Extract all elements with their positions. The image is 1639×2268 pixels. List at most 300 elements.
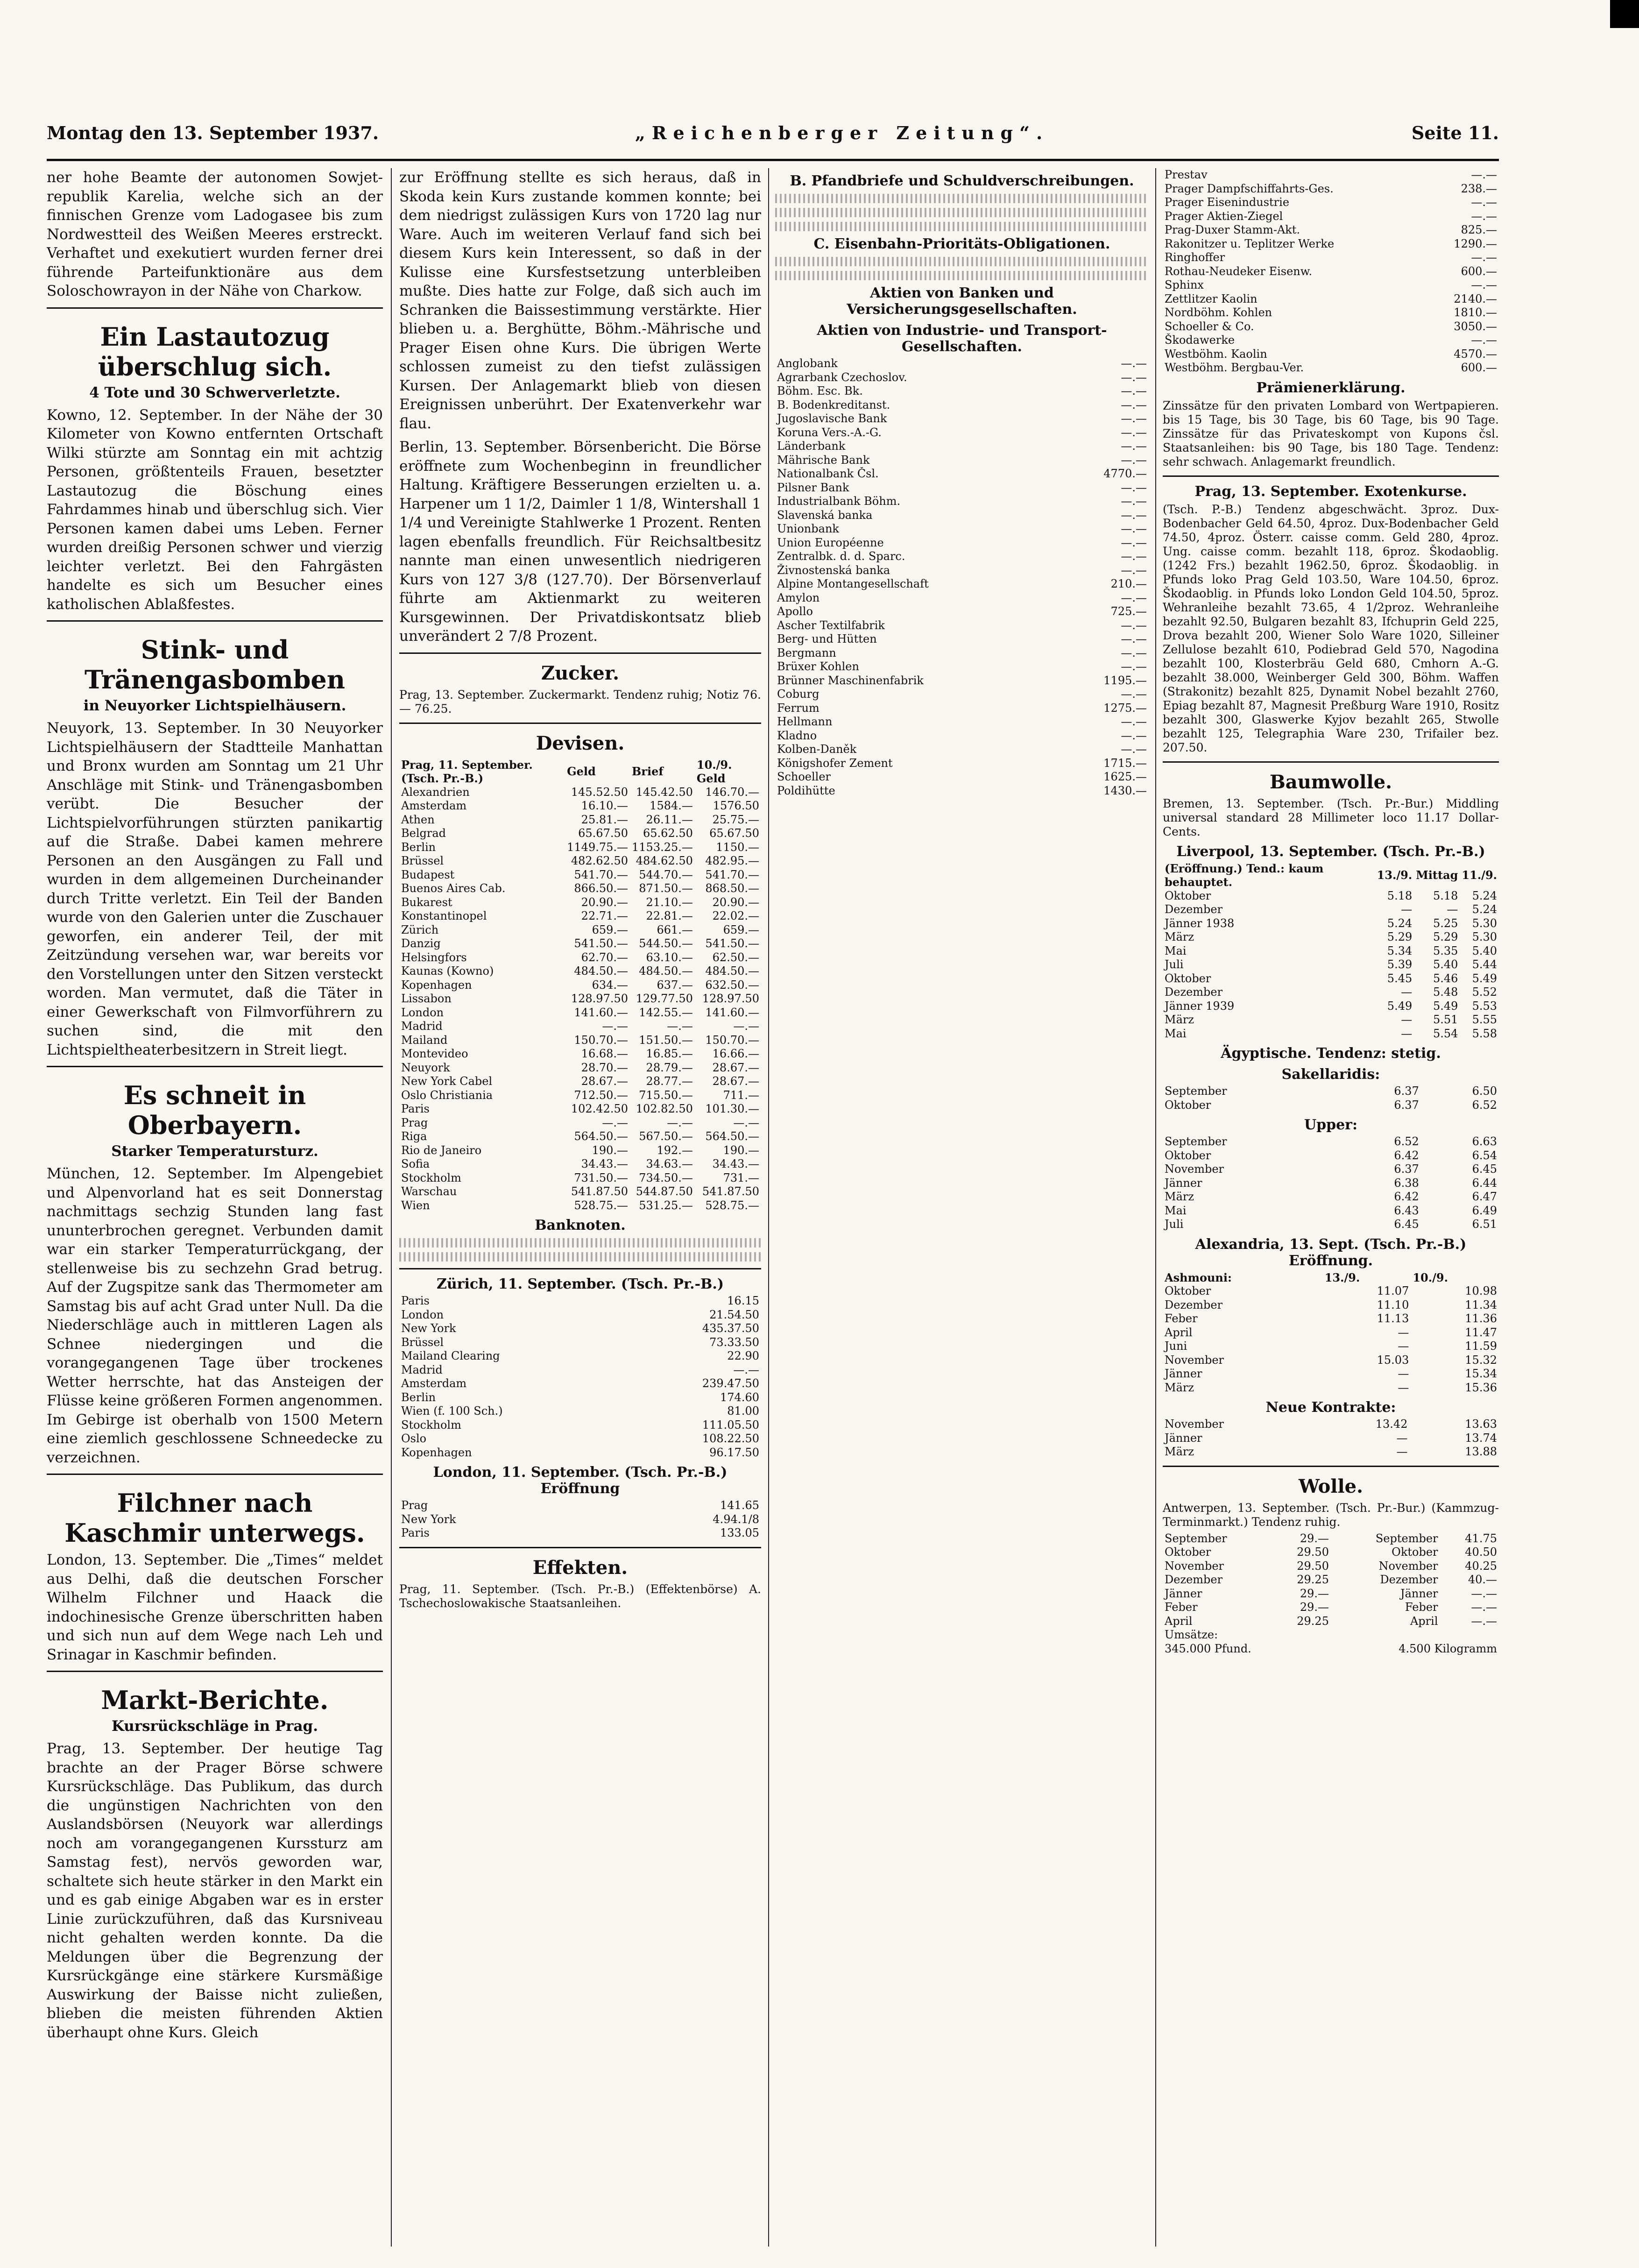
aktien-row [775,467,1149,481]
liverpool-cell: 5.34 [1387,944,1413,957]
aktien-cell: 1430.— [1103,784,1147,797]
neue-cell: — [1396,1431,1408,1445]
column-2 [399,168,761,2247]
devisen-cell: Brüssel [401,854,444,867]
liverpool-cell: März [1165,1013,1194,1026]
aktien-row [1163,361,1499,375]
sakel2-row [1163,1354,1499,1368]
aktien-row [775,702,1149,716]
liverpool-cell: — [1401,985,1413,999]
divider [399,1268,761,1269]
alex-cell: 10.98 [1465,1284,1497,1297]
zuerich-row [399,1446,761,1460]
devisen-header: Brief [632,765,664,779]
aktien-row [1163,265,1499,279]
zuerich-row [399,1418,761,1432]
aktien-cell: 600.— [1461,361,1497,374]
neue-cell: 13.42 [1375,1418,1408,1431]
upper-cell: Juli [1165,1218,1184,1231]
wolle-cell: 29.50 [1297,1559,1329,1573]
upper-cell: 6.44 [1472,1176,1497,1190]
aktien-cell: Mährische Bank [777,453,870,467]
wolle-cell: 29.25 [1297,1614,1329,1628]
aktien-cell: —.— [1121,370,1147,384]
liverpool-cell: 5.49 [1433,999,1458,1013]
devisen-cell: 146.70.— [705,785,759,799]
sakel2-cell: 15.36 [1465,1381,1497,1394]
aktien-cell: Unionbank [777,522,839,535]
liverpool-header: Mittag [1416,868,1458,882]
upper-cell: 6.45 [1472,1162,1497,1176]
neue-cell: 13.74 [1465,1431,1497,1445]
wolle-cell: 40.50 [1465,1545,1497,1559]
header-date: Montag den 13. September 1937. [47,122,379,143]
section-pfandbriefe: B. Pfandbriefe und Schuldverschreibungen. [790,173,1134,189]
upper-row [1163,1218,1499,1232]
devisen-cell: Budapest [401,868,455,881]
aktien-cell: —.— [1121,453,1147,467]
upper-cell: 6.51 [1472,1218,1497,1231]
devisen-cell: 484.62.50 [636,854,693,867]
devisen-cell: 25.75.— [712,813,759,826]
devisen-cell: 731.— [723,1171,759,1184]
devisen-cell: 62.50.— [712,950,759,964]
devisen-cell: 34.43.— [712,1157,759,1170]
aktien-row [775,357,1149,371]
devisen-cell: 567.50.— [639,1130,693,1143]
upper-cell: März [1165,1190,1194,1203]
aktien-cell: Länderbank [777,439,846,453]
sakel2-cell: — [1398,1367,1409,1380]
upper-row [1163,1190,1499,1204]
aktien-row [775,674,1149,688]
column-rule [391,168,392,2247]
aktien-cell: —.— [1121,550,1147,563]
upper-cell: 6.63 [1472,1135,1497,1148]
wolle-cell: 40.25 [1465,1559,1497,1573]
devisen-cell: Bukarest [401,895,452,909]
devisen-cell: 16.10.— [581,799,629,812]
liverpool-cell: — [1447,903,1458,916]
aktien-cell: —.— [1121,632,1147,645]
devisen-row [399,1171,761,1185]
wolle-cell: 29.— [1300,1531,1329,1545]
alex-cell: 11.07 [1377,1284,1409,1297]
neue-cell: März [1165,1445,1194,1458]
aktien-row [1163,223,1499,237]
liverpool-cell: 5.49 [1472,971,1497,985]
aktien-row [775,522,1149,536]
upper-cell: 6.52 [1394,1135,1419,1148]
aktien-cell: —.— [1471,333,1497,347]
bremen-text: Bremen, 13. September. (Tsch. Pr.-Bur.) Middling universal standard 28 Millimeter loco 11.17 Dollar-Cents. [1163,796,1499,838]
liverpool-cell: 5.48 [1433,985,1458,999]
liverpool-header: 13./9. [1377,868,1413,882]
section-wolle: Wolle. [1298,1475,1363,1497]
alex-header: 10./9. [1413,1270,1448,1284]
zuerich-cell: New York [401,1322,456,1335]
devisen-cell: Sofia [401,1157,430,1170]
zuerich-row [399,1349,761,1363]
sakel-cell: 6.37 [1394,1098,1419,1112]
aktien-row [775,619,1149,633]
london-cell: 4.94.1/8 [713,1512,759,1526]
zuerich-cell: 16.15 [727,1294,759,1307]
aktien-cell: Königshofer Zement [777,756,893,770]
zucker-text: Prag, 13. September. Zuckermarkt. Tendenz ruhig; Notiz 76.— 76.25. [399,687,761,716]
aktien-cell: —.— [1121,481,1147,494]
liverpool-cell: 5.30 [1472,930,1497,943]
devisen-row [399,827,761,841]
aktien-cell: —.— [1121,384,1147,397]
umsatz-kilo: 4.500 Kilogramm [1399,1642,1497,1655]
aktien-cell: Kolben-Daněk [777,743,857,756]
alex-row [1163,1312,1499,1326]
upper-cell: November [1165,1162,1224,1176]
alex-header: 13./9. [1324,1270,1360,1284]
liverpool-cell: 5.18 [1433,889,1458,902]
devisen-cell: —.— [733,1116,759,1129]
london-title: London, 11. September. (Tsch. Pr.-B.) Eröffnung [433,1464,728,1497]
column-1 [47,168,383,2247]
aktien-cell: Berg- und Hütten [777,632,877,645]
liverpool-cell: 5.45 [1387,971,1413,985]
divider [399,652,761,654]
aktien-cell: Prag-Duxer Stamm-Akt. [1165,223,1300,236]
antwerp-text: Antwerpen, 13. September. (Tsch. Pr.-Bur.) (Kammzug-Terminmarkt.) Tendenz ruhig. [1163,1501,1499,1529]
devisen-cell: Konstantinopel [401,909,487,922]
wolle-row [1163,1615,1499,1629]
subheadline: Kursrückschläge in Prag. [111,1718,318,1735]
devisen-row [399,1047,761,1061]
alex-cell: 11.13 [1377,1312,1409,1325]
aktien-row [1163,320,1499,334]
headline-filchner: Filchner nach Kaschmir unterwegs. [64,1488,365,1548]
liverpool-cell: Mai [1165,1027,1187,1040]
devisen-cell: 528.75.— [705,1198,759,1212]
upper-row [1163,1149,1499,1163]
sakel-table [1163,1084,1499,1112]
devisen-row [399,854,761,868]
devisen-row [399,882,761,896]
devisen-cell: 192.— [657,1143,693,1157]
liverpool-cell: 5.39 [1387,958,1413,971]
devisen-cell: London [401,1006,444,1019]
aktien-row [775,577,1149,591]
neue-row [1163,1445,1499,1459]
liverpool-row [1163,930,1499,944]
aktien-row [775,564,1149,578]
aktien-row [775,371,1149,385]
wolle-row [1163,1532,1499,1546]
devisen-cell: 28.67.— [581,1075,629,1088]
devisen-cell: 145.42.50 [636,785,693,799]
alex-cell: 11.59 [1465,1340,1497,1353]
liverpool-cell: 5.24 [1472,903,1497,916]
devisen-cell: 541.70.— [705,868,759,881]
liverpool-row [1163,903,1499,917]
devisen-cell: 1576.50 [713,799,759,812]
devisen-cell: Zürich [401,923,439,936]
devisen-row [399,978,761,992]
devisen-cell: 102.82.50 [636,1102,693,1115]
aktien-cell: —.— [1121,660,1147,673]
zuerich-cell: —.— [733,1363,759,1376]
aktien-row [1163,182,1499,196]
alex-cell: 11.10 [1377,1298,1409,1311]
sakel2-cell: 15.32 [1465,1353,1497,1367]
devisen-cell: Riga [401,1130,427,1143]
neue-row [1163,1418,1499,1432]
devisen-cell: Stockholm [401,1171,461,1184]
devisen-cell: 26.11.— [646,813,693,826]
aktien-cell: Sphinx [1165,278,1204,291]
devisen-row [399,786,761,800]
alex-row [1163,1284,1499,1298]
devisen-cell: 715.50.— [639,1088,693,1102]
devisen-cell: 541.87.50 [702,1185,759,1198]
upper-cell: Jänner [1165,1176,1202,1190]
devisen-cell: Madrid [401,1020,443,1033]
headline-gasbomben: Stink- und Tränengasbomben [84,635,345,695]
aktien-cell: Zentralbk. d. d. Sparc. [777,550,905,563]
aktien-cell: —.— [1121,591,1147,604]
aktien-table-continued [1163,168,1499,375]
section-effekten: Effekten. [532,1556,628,1579]
divider [47,1671,383,1672]
devisen-row [399,799,761,813]
section-bankaktien: Aktien von Banken und Versicherungsgesellschaften. [847,285,1077,318]
london-cell: New York [401,1512,456,1526]
upper-cell: Mai [1165,1204,1187,1217]
sakel-cell: 6.37 [1394,1084,1419,1098]
upper-row [1163,1177,1499,1191]
sakel-cell: 6.52 [1472,1098,1497,1112]
article-text: London, 13. September. Die „Times“ meldet aus Delhi, daß die deutschen Forscher Wilhelm Filchner und Haack die indochinesische Grenze überschritten haben und sich nun auf dem Wege nach Leh und Srinagar in Kaschmir befinden. [47,1552,383,1663]
article-continuation: zur Eröffnung stellte es sich heraus, daß in Skoda kein Kurs zustande kommen konnte; bei dem niedrigst zulässigen Kurs von 1720 lag nur Ware. Auch im weiteren Verlauf fand sich bei diesem Kurs kein Interessent, so daß in der Kulisse eine Kursfestsetzung unterbleiben mußte. Dies hatte zur Folge, daß sich auch im Schranken die Baissestimmung verstärkte. Hier blieben u. a. Berghütte, Böhm.-Mährische und Prager Eisen ohne Kurs. Die übrigen Werte schlossen zumeist zu den tiefst zulässigen Kursen. Der Anlagemarkt blieb von diesen Ereignissen unberührt. Der Exatenverkehr war flau. [399,169,761,432]
alex-cell: Feber [1165,1312,1198,1325]
sakel-cell: September [1165,1084,1227,1098]
liverpool-cell: 5.25 [1433,916,1458,930]
devisen-cell: 731.50.— [574,1171,629,1184]
upper-row [1163,1135,1499,1149]
liverpool-row [1163,1013,1499,1027]
devisen-cell: 21.10.— [646,895,693,909]
wolle-cell: Dezember [1380,1573,1438,1586]
divider [47,1474,383,1475]
zuerich-row [399,1308,761,1322]
devisen-row [399,1102,761,1116]
liverpool-cell: Mai [1165,944,1187,957]
sakel-row [1163,1084,1499,1099]
upper-cell: 6.38 [1394,1176,1419,1190]
alex-cell: Oktober [1165,1284,1211,1297]
devisen-cell: 482.95.— [705,854,759,867]
zuerich-cell: 81.00 [727,1404,759,1418]
aktien-cell: Rakonitzer u. Teplitzer Werke [1165,237,1335,250]
devisen-cell: 1150.— [716,840,759,854]
wolle-row [1163,1545,1499,1559]
liverpool-header: (Eröffnung.) Tend.: kaum behauptet. [1165,861,1324,889]
neue-cell: 13.63 [1465,1418,1497,1431]
zuerich-cell: 108.22.50 [702,1432,759,1445]
london-row [399,1513,761,1527]
aktien-row [1163,278,1499,292]
aktien-cell: 4770.— [1103,467,1147,480]
devisen-cell: 190.— [723,1143,759,1157]
liverpool-cell: 5.52 [1472,985,1497,999]
devisen-row [399,909,761,923]
liverpool-cell: 5.29 [1433,930,1458,943]
column-rule [1155,168,1156,2247]
devisen-row [399,1034,761,1048]
devisen-cell: 34.43.— [581,1157,629,1170]
upper-cell: September [1165,1135,1227,1148]
devisen-cell: 1153.25.— [632,840,693,854]
devisen-cell: Warschau [401,1185,457,1198]
aktien-cell: —.— [1121,522,1147,535]
devisen-cell: 541.50.— [705,937,759,950]
subheadline: in Neuyorker Lichtspielhäusern. [83,697,346,714]
zuerich-cell: 22.90 [727,1349,759,1362]
liverpool-cell: Jänner 1938 [1165,916,1235,930]
wolle-cell: Oktober [1165,1545,1211,1559]
liverpool-cell: 5.46 [1433,971,1458,985]
devisen-cell: 28.67.— [712,1075,759,1088]
aktien-row [1163,210,1499,224]
aktien-row [775,550,1149,564]
liverpool-cell: Oktober [1165,971,1211,985]
sakel2-cell: Jänner [1165,1367,1202,1380]
devisen-cell: 484.50.— [639,964,693,978]
devisen-cell: 22.02.— [712,909,759,922]
aegypt-title: Ägyptische. Tendenz: stetig. [1221,1045,1441,1062]
devisen-cell: Kaunas (Kowno) [401,964,494,978]
liverpool-row [1163,985,1499,999]
liverpool-cell: 5.29 [1387,930,1413,943]
aktien-cell: Prager Aktien-Ziegel [1165,209,1283,223]
devisen-header: Geld [567,765,596,779]
devisen-cell: 150.70.— [705,1033,759,1047]
devisen-cell: 528.75.— [574,1198,629,1212]
london-cell: 133.05 [720,1526,759,1539]
divider [399,1547,761,1548]
zuerich-cell: 435.37.50 [702,1322,759,1335]
sakel2-cell: März [1165,1381,1194,1394]
upper-table [1163,1135,1499,1232]
devisen-cell: 544.70.— [639,868,693,881]
aktien-row [1163,196,1499,210]
praemien-text: Zinssätze für den privaten Lombard von Wertpapieren. bis 15 Tage, bis 30 Tage, bis 60 Tage, bis 90 Tage. Zinssätze für das Privateskompt von Kupons čsl. Staatsanleihen: bis 90 Tage, bis 180 Tage. Tendenz: sehr schwach. Anlagemarkt freundlich. [1163,398,1499,468]
sakel2-cell: November [1165,1353,1224,1367]
aktien-cell: 600.— [1461,264,1497,278]
aktien-row [775,454,1149,468]
illegible-table-block [775,194,1149,203]
alex-header: Ashmouni: [1165,1270,1232,1284]
alex-row [1163,1326,1499,1340]
zuerich-cell: Brüssel [401,1335,444,1349]
sakel-row [1163,1099,1499,1113]
zuerich-cell: Wien (f. 100 Sch.) [401,1404,503,1418]
aktien-cell: Pilsner Bank [777,481,849,494]
section-zucker: Zucker. [541,662,620,684]
london-cell: Prag [401,1499,428,1512]
exoten-title: Prag, 13. September. Exotenkurse. [1194,483,1467,500]
zuerich-cell: Berlin [401,1390,436,1404]
devisen-cell: Paris [401,1102,430,1115]
aktien-cell: Živnostenská banka [777,563,890,577]
upper-cell: 6.47 [1472,1190,1497,1203]
devisen-cell: Berlin [401,840,436,854]
devisen-cell: 541.50.— [574,937,629,950]
section-baumwolle: Baumwolle. [1269,771,1392,793]
liverpool-cell: 5.35 [1433,944,1458,957]
aktien-cell: Agrarbank Czechoslov. [777,370,907,384]
devisen-cell: 34.63.— [646,1157,693,1170]
devisen-cell: Danzig [401,937,441,950]
liverpool-row [1163,972,1499,986]
aktien-row [775,398,1149,412]
aktien-cell: Hellmann [777,715,833,728]
devisen-row [399,923,761,937]
aktien-cell: Ferrum [777,701,820,715]
devisen-row [399,1130,761,1144]
devisen-header: 10./9. Geld [696,758,732,785]
sakel2-row [1163,1381,1499,1395]
wolle-row [1163,1573,1499,1587]
aktien-row [775,743,1149,757]
aktien-cell: Anglobank [777,357,838,370]
aktien-cell: 2140.— [1454,292,1497,305]
wolle-cell: 29.25 [1297,1573,1329,1586]
liverpool-cell: 5.24 [1387,916,1413,930]
wolle-cell: April [1165,1614,1193,1628]
aktien-cell: Rothau-Neudeker Eisenw. [1165,264,1313,278]
divider [47,1066,383,1067]
devisen-cell: 101.30.— [705,1102,759,1115]
devisen-cell: 151.50.— [639,1033,693,1047]
aktien-cell: Kladno [777,729,817,742]
devisen-cell: 20.90.— [581,895,629,909]
zuerich-cell: Mailand Clearing [401,1349,500,1362]
aktien-cell: 1275.— [1103,701,1147,715]
zuerich-row [399,1391,761,1405]
devisen-cell: 16.85.— [646,1047,693,1060]
devisen-cell: Rio de Janeiro [401,1143,482,1157]
liverpool-cell: — [1401,1027,1413,1040]
aktien-row [1163,237,1499,251]
aktien-cell: —.— [1121,646,1147,659]
zuerich-cell: 239.47.50 [702,1377,759,1390]
devisen-cell: —.— [602,1116,629,1129]
liverpool-cell: Oktober [1165,889,1211,902]
devisen-cell: 711.— [723,1088,759,1102]
sakel2-cell: 15.34 [1465,1367,1497,1380]
zuerich-cell: Madrid [401,1363,443,1376]
devisen-cell: 634.— [592,978,629,992]
aktien-cell: 4570.— [1454,347,1497,361]
sakel2-cell: — [1398,1381,1409,1394]
devisen-row [399,896,761,910]
liverpool-cell: 5.54 [1433,1027,1458,1040]
devisen-cell: Helsingfors [401,950,467,964]
devisen-cell: Neuyork [401,1061,450,1074]
zuerich-cell: 174.60 [720,1390,759,1404]
devisen-cell: 484.50.— [705,964,759,978]
zuerich-cell: 21.54.50 [709,1308,759,1321]
zuerich-cell: London [401,1308,444,1321]
alex-cell: 11.36 [1465,1312,1497,1325]
